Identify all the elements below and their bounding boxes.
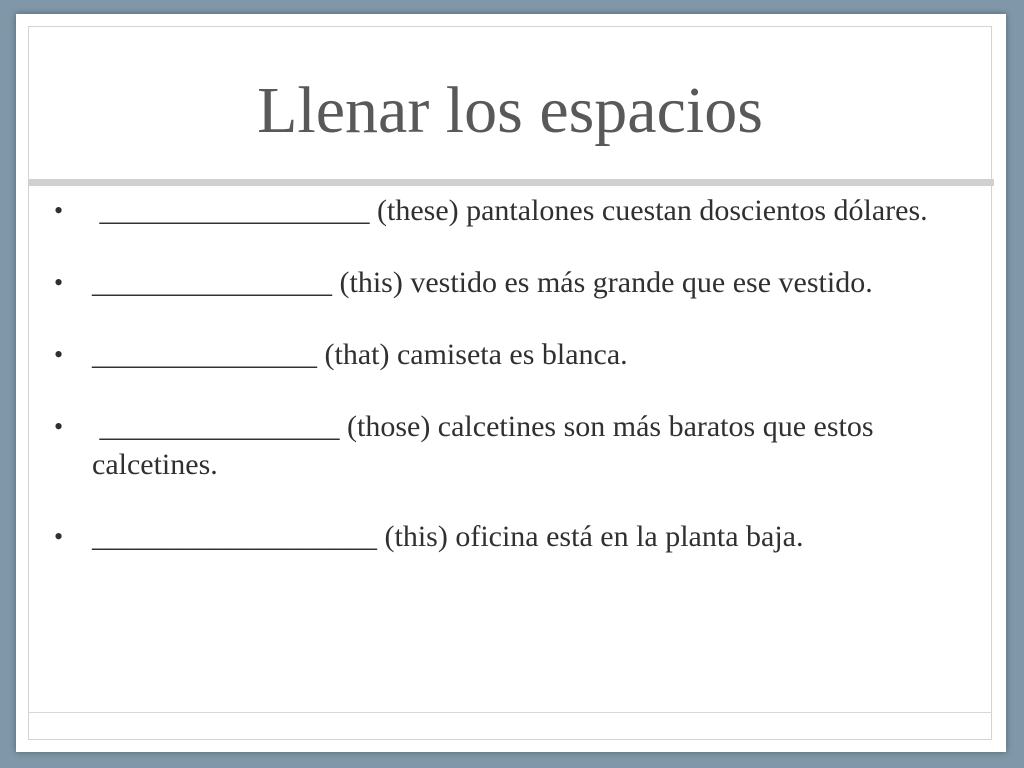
bullet-marker: • (54, 522, 64, 551)
bullet-item-4 (54, 408, 934, 484)
bullet-marker: • (54, 340, 64, 369)
bullet-text: __________________ (these) pantalones cuestan doscientos dólares. (92, 194, 928, 227)
bullet-text: _______________ (that) camiseta es blanca. (92, 338, 628, 371)
title-divider (28, 179, 994, 186)
bullet-list (54, 192, 934, 556)
bullet-item-5 (54, 518, 934, 556)
bullet-item-2 (54, 264, 934, 302)
bullet-marker: • (54, 412, 64, 441)
slide-title: Llenar los espacios (257, 74, 763, 147)
bullet-text: ________________ (this) vestido es más grande que ese vestido. (92, 266, 873, 299)
bullet-marker: • (54, 196, 64, 225)
bullet-text: ___________________ (this) oficina está en la planta baja. (92, 520, 804, 553)
bullet-marker: • (54, 268, 64, 297)
bullet-item-3 (54, 336, 934, 374)
bullet-text: ________________ (those) calcetines son más baratos que estos calcetines. (92, 410, 882, 481)
slide (16, 14, 1006, 752)
title-box (28, 26, 992, 184)
bullet-item-1 (54, 192, 934, 230)
bottom-divider (28, 712, 992, 713)
